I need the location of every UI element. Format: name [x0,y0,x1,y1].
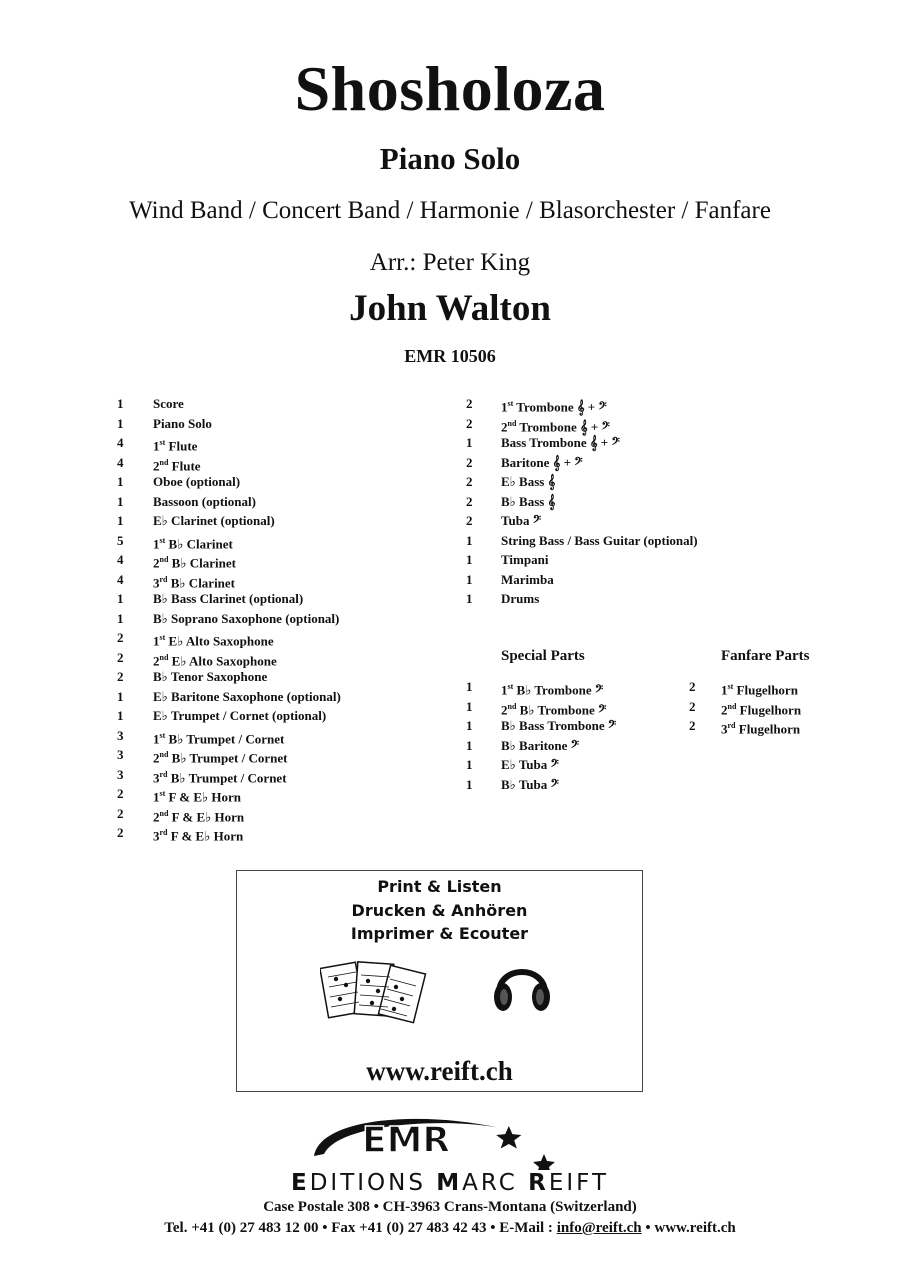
part-quantity: 4 [117,552,124,567]
part-quantity: 1 [117,708,124,723]
part-name: B♭ Baritone 𝄢 [501,737,580,753]
part-name: B♭ Bass Clarinet (optional) [153,591,304,606]
part-name: Score [153,396,184,411]
part-quantity: 4 [117,571,124,587]
part-row [689,677,869,697]
part-quantity: 3 [117,727,124,743]
part-row [466,697,706,717]
part-name: Bass Trombone 𝄞 + 𝄢 [501,435,620,450]
part-name: E♭ Clarinet (optional) [153,513,275,528]
part-row [117,531,397,551]
part-quantity: 2 [466,493,473,509]
sheet-music-icon [320,957,430,1037]
part-row [117,433,397,453]
part-quantity: 1 [117,396,124,411]
part-quantity: 1 [117,415,124,431]
part-quantity: 1 [466,591,473,606]
part-name: Drums [501,591,540,606]
part-name: 1st E♭ Alto Saxophone [153,633,274,649]
part-quantity: 1 [117,688,124,704]
part-name: B♭ Soprano Saxophone (optional) [153,610,340,626]
part-name: 1st Flute [153,438,198,454]
part-quantity: 2 [466,454,473,470]
part-quantity: 2 [466,513,473,528]
emr-logo [300,1108,580,1170]
part-name: 1st B♭ Clarinet [153,535,233,551]
part-quantity: 2 [117,825,124,840]
part-name: Oboe (optional) [153,474,241,489]
part-quantity: 1 [466,757,473,772]
page-title: Shosholoza [294,53,606,124]
part-name: String Bass / Bass Guitar (optional) [501,532,698,548]
website-link[interactable]: www.reift.ch [366,1056,513,1086]
part-name: B♭ Bass 𝄞 [501,493,556,509]
part-name: 3rd B♭ Trumpet / Cornet [153,769,287,785]
part-name: E♭ Baritone Saxophone (optional) [153,688,341,704]
part-quantity: 1 [117,474,124,489]
part-name: 1st Flugelhorn [721,682,798,698]
publisher-contact [0,1220,900,1237]
headphones-icon [489,953,555,1019]
part-name: Bassoon (optional) [153,493,256,509]
part-row [117,784,397,804]
part-name: 3rd Flugelhorn [721,721,801,737]
part-row [117,511,397,531]
part-row [117,823,397,843]
part-row [689,716,869,736]
part-quantity: 2 [689,679,696,694]
part-quantity: 1 [117,513,124,528]
part-row [117,609,397,629]
part-quantity: 2 [117,630,124,645]
part-name: Marimba [501,571,554,587]
publisher-name: EDITIONS MARC REIFT [290,1170,610,1196]
promo-line-1: Print & Listen [377,877,502,896]
part-name: 3rd F & E♭ Horn [153,828,244,844]
part-quantity: 1 [117,610,124,626]
part-name: 2nd B♭ Trombone 𝄢 [501,701,607,717]
part-quantity: 1 [466,552,473,567]
part-row [466,511,766,531]
part-quantity: 4 [117,435,124,450]
part-row [117,550,397,570]
fanfare-parts-list [689,677,869,736]
promo-line-2: Drucken & Anhören [351,901,528,920]
part-quantity: 5 [117,532,124,548]
part-quantity: 1 [466,435,473,450]
part-row [117,765,397,785]
part-row [466,716,706,736]
part-row [466,433,766,453]
fanfare-parts-heading: Fanfare Parts [721,648,810,664]
catalog-number: EMR 10506 [404,346,496,366]
part-row [466,453,766,473]
part-row [117,394,397,414]
part-name: B♭ Bass Trombone 𝄢 [501,718,617,733]
part-name: E♭ Bass 𝄞 [501,474,556,489]
part-name: E♭ Trumpet / Cornet (optional) [153,708,327,723]
part-row [117,687,397,707]
part-quantity: 1 [117,493,124,509]
part-row [466,736,706,756]
part-row [466,775,706,795]
part-row [117,726,397,746]
part-quantity: 1 [466,698,473,714]
part-row [466,531,766,551]
part-row [117,628,397,648]
part-quantity: 2 [117,669,124,684]
part-quantity: 3 [117,747,124,762]
part-row [117,472,397,492]
part-quantity: 1 [466,776,473,792]
part-quantity: 2 [117,649,124,665]
part-quantity: 1 [466,571,473,587]
part-quantity: 1 [466,532,473,548]
contact-prefix: Tel. +41 (0) 27 483 12 00 • Fax +41 (0) 27 483 42 43 • E-Mail : [164,1220,557,1236]
part-quantity: 1 [466,679,473,694]
part-name: Piano Solo [153,415,212,431]
part-quantity: 1 [466,737,473,753]
part-quantity: 1 [466,718,473,733]
part-name: Timpani [501,552,549,567]
part-row [466,472,766,492]
print-listen-box [236,870,643,1092]
special-parts-heading: Special Parts [501,648,585,664]
arranger: Arr.: Peter King [369,249,531,276]
subtitle: Piano Solo [379,141,521,176]
part-row [117,667,397,687]
part-name: 1st Trombone 𝄞 + 𝄢 [501,399,607,415]
part-name: 2nd B♭ Trumpet / Cornet [153,750,288,766]
part-name: 2nd F & E♭ Horn [153,808,245,824]
contact-suffix: • www.reift.ch [641,1220,736,1236]
part-name: 1st F & E♭ Horn [153,789,241,805]
part-row [466,550,766,570]
part-row [117,706,397,726]
part-quantity: 2 [689,718,696,733]
composer: John Walton [349,288,551,329]
part-name: 1st B♭ Trombone 𝄢 [501,682,604,698]
band-types: Wind Band / Concert Band / Harmonie / Blasorchester / Fanfare [129,197,771,224]
part-name: 2nd E♭ Alto Saxophone [153,652,277,668]
part-name: B♭ Tuba 𝄢 [501,776,559,792]
emr-logo-text: EMR [362,1120,451,1161]
part-name: E♭ Tuba 𝄢 [501,757,559,772]
part-row [466,677,706,697]
part-row [117,570,397,590]
part-quantity: 2 [466,396,473,411]
part-row [466,414,766,434]
part-row [466,394,766,414]
part-row [466,589,766,609]
special-parts-list [466,677,706,794]
part-quantity: 1 [117,591,124,606]
part-quantity: 3 [117,766,124,782]
email-link[interactable]: info@reift.ch [556,1220,642,1236]
parts-list-right [466,394,766,609]
part-name: B♭ Tenor Saxophone [153,669,268,684]
part-row [117,414,397,434]
part-row [117,804,397,824]
part-row [117,453,397,473]
part-name: 1st B♭ Trumpet / Cornet [153,730,285,746]
part-name: 2nd Trombone 𝄞 + 𝄢 [501,418,610,434]
part-name: 2nd Flute [153,457,201,473]
part-quantity: 2 [689,698,696,714]
part-name: Baritone 𝄞 + 𝄢 [501,454,583,470]
part-row [466,570,766,590]
part-quantity: 2 [466,415,473,431]
part-name: 2nd B♭ Clarinet [153,555,236,571]
part-row [466,492,766,512]
part-name: Tuba 𝄢 [501,513,542,528]
part-quantity: 4 [117,454,124,470]
part-quantity: 2 [466,474,473,489]
part-quantity: 2 [117,805,124,821]
part-row [466,755,706,775]
part-row [117,492,397,512]
part-quantity: 2 [117,786,124,801]
part-name: 2nd Flugelhorn [721,701,802,717]
publisher-address: Case Postale 308 • CH-3963 Crans-Montana (Switzerland) [263,1199,637,1215]
promo-line-3: Imprimer & Ecouter [350,924,529,943]
part-row [117,648,397,668]
part-name: 3rd B♭ Clarinet [153,574,236,590]
part-row [689,697,869,717]
part-row [117,589,397,609]
parts-list-left [117,394,397,843]
part-row [117,745,397,765]
